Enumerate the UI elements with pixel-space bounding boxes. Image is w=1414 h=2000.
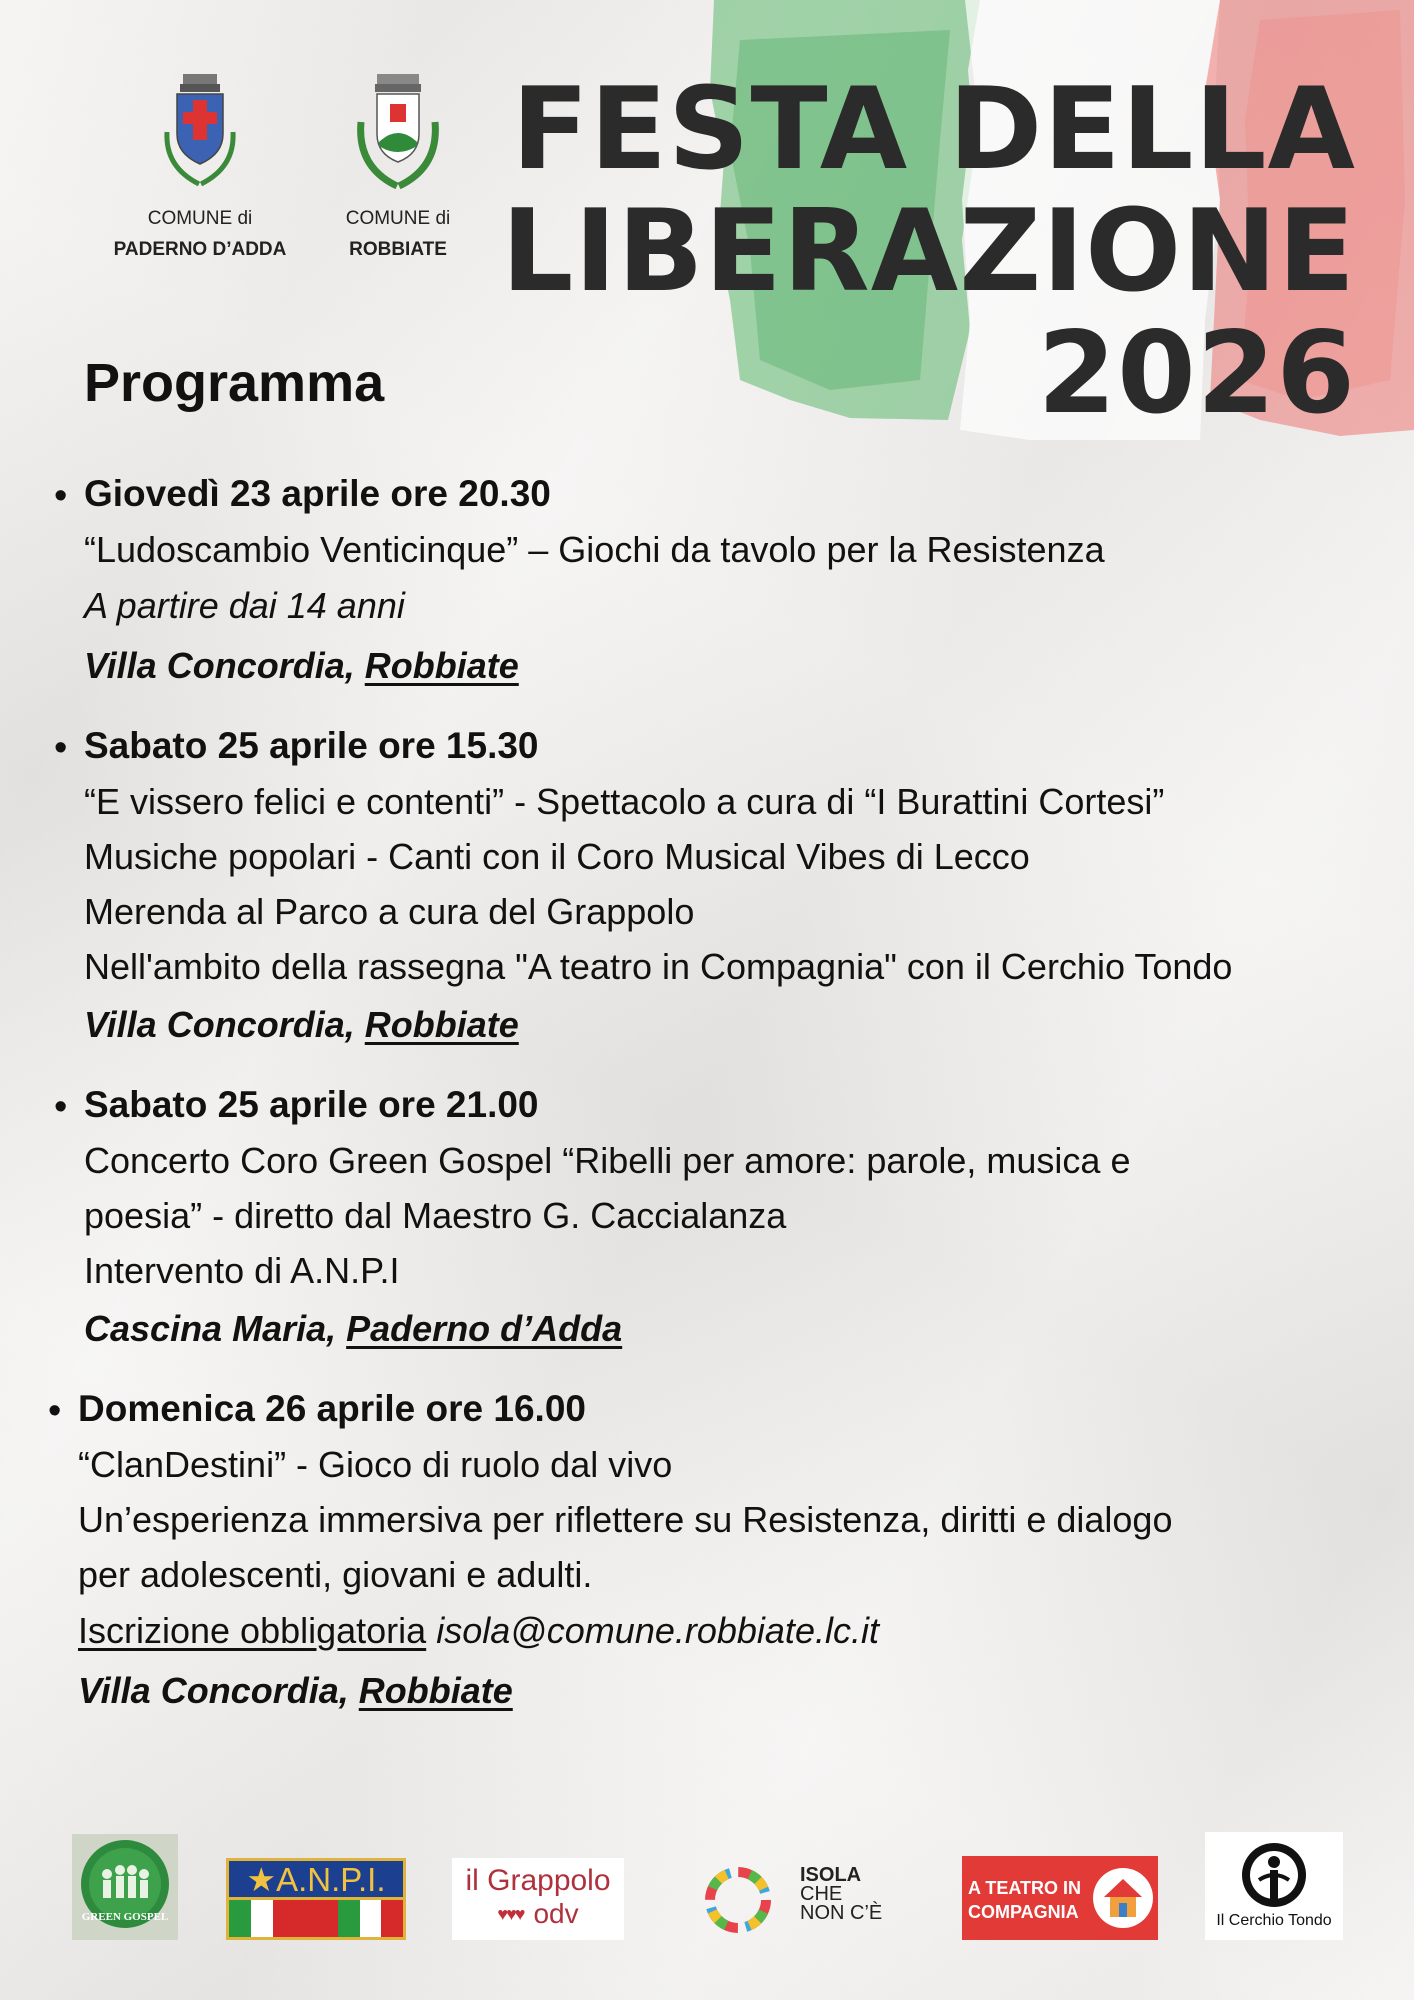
event-location <box>78 1660 1384 1722</box>
choir-icon <box>72 1834 178 1940</box>
bullet-icon: • <box>48 1390 62 1432</box>
grapes-icon: ♥♥♥ <box>497 1903 524 1924</box>
green-gospel-label: GREEN GOSPEL <box>81 1911 169 1923</box>
bullet-icon: • <box>54 475 68 517</box>
circle-figure-icon <box>1239 1840 1309 1910</box>
registration-line <box>78 1602 1384 1660</box>
event-description: per adolescenti, giovani e adulti. <box>78 1554 593 1595</box>
event-description: Intervento di A.N.P.I <box>84 1250 400 1291</box>
anpi-logo <box>226 1858 406 1940</box>
cerchio-label: Il Cerchio Tondo <box>1216 1912 1332 1929</box>
event-note: A partire dai 14 anni <box>84 585 405 626</box>
event-datetime: Domenica 26 aprile ore 16.00 <box>78 1388 586 1429</box>
event-description: “ClanDestini” - Gioco di ruolo dal vivo <box>78 1444 673 1485</box>
municipality-label: COMUNE di <box>147 208 253 229</box>
title-line-1: FESTA DELLA <box>511 63 1356 195</box>
venue-name: Villa Concordia, <box>84 645 355 686</box>
teatro-compagnia-logo <box>962 1856 1158 1940</box>
puzzle-ring-icon <box>696 1862 780 1938</box>
event-title <box>501 63 1356 439</box>
bullet-icon: • <box>54 727 68 769</box>
sponsor-logos <box>0 1828 1414 1948</box>
title-line-2: LIBERAZIONE <box>501 185 1356 317</box>
event-item <box>48 1381 1384 1722</box>
venue-name: Cascina Maria, <box>84 1308 337 1349</box>
town-link[interactable]: Robbiate <box>364 1004 519 1045</box>
grappolo-odv: odv <box>533 1898 579 1929</box>
cerchio-tondo-logo <box>1205 1832 1343 1940</box>
isola-line-1: ISOLA <box>800 1864 862 1886</box>
event-list <box>48 466 1384 1743</box>
anpi-label: A.N.P.I. <box>276 1861 386 1898</box>
event-datetime: Giovedì 23 aprile ore 20.30 <box>84 473 551 514</box>
bullet-icon: • <box>54 1086 68 1128</box>
coat-of-arms-paderno <box>100 72 300 261</box>
registration-link[interactable]: Iscrizione obbligatoria <box>78 1610 427 1651</box>
municipality-name: PADERNO D’ADDA <box>113 239 287 260</box>
title-year: 2026 <box>1037 307 1356 439</box>
event-item <box>54 718 1384 1056</box>
star-icon: ★ <box>246 1861 277 1898</box>
event-location <box>84 1298 1384 1360</box>
event-description: “E vissero felici e contenti” - Spettacolo a cura di “I Burattini Cortesi” <box>84 781 1165 822</box>
isola-line-2: CHE <box>800 1883 843 1905</box>
town-link[interactable]: Robbiate <box>358 1670 513 1711</box>
event-description: poesia” - diretto dal Maestro G. Caccialanza <box>84 1195 787 1236</box>
event-item <box>54 1077 1384 1360</box>
event-datetime: Sabato 25 aprile ore 21.00 <box>84 1084 539 1125</box>
theater-house-icon <box>1092 1867 1154 1929</box>
contact-email[interactable]: isola@comune.robbiate.lc.it <box>436 1610 879 1651</box>
isola-logo <box>696 1862 896 1938</box>
teatro-line-1: A TEATRO IN <box>968 1878 1081 1898</box>
event-location <box>84 994 1384 1056</box>
event-datetime: Sabato 25 aprile ore 15.30 <box>84 725 539 766</box>
event-description: Un’esperienza immersiva per riflettere su Resistenza, diritti e dialogo <box>78 1499 1173 1540</box>
green-gospel-logo <box>72 1834 178 1940</box>
grappolo-label: il Grappolo <box>465 1864 611 1897</box>
venue-name: Villa Concordia, <box>84 1004 355 1045</box>
event-location <box>84 635 1384 697</box>
municipality-label: COMUNE di <box>345 208 451 229</box>
coat-of-arms-robbiate <box>298 72 498 261</box>
event-description: Concerto Coro Green Gospel “Ribelli per amore: parole, musica e <box>84 1140 1131 1181</box>
event-description: Merenda al Parco a cura del Grappolo <box>84 891 695 932</box>
robbiate-crest-icon <box>353 72 443 192</box>
event-item <box>54 466 1384 697</box>
municipality-name: ROBBIATE <box>349 239 447 260</box>
event-description: Musiche popolari - Canti con il Coro Musical Vibes di Lecco <box>84 836 1030 877</box>
grappolo-logo <box>452 1858 624 1940</box>
venue-name: Villa Concordia, <box>78 1670 349 1711</box>
isola-line-3: NON C’È <box>800 1902 883 1924</box>
event-description: Nell'ambito della rassegna "A teatro in Compagnia" con il Cerchio Tondo <box>84 946 1233 987</box>
paderno-crest-icon <box>155 72 245 192</box>
event-description: “Ludoscambio Venticinque” – Giochi da tavolo per la Resistenza <box>84 529 1105 570</box>
section-heading: Programma <box>84 353 385 413</box>
teatro-line-2: COMPAGNIA <box>968 1902 1079 1922</box>
town-link[interactable]: Paderno d’Adda <box>346 1308 623 1349</box>
town-link[interactable]: Robbiate <box>364 645 519 686</box>
anpi-flag-stripes <box>226 1900 406 1940</box>
